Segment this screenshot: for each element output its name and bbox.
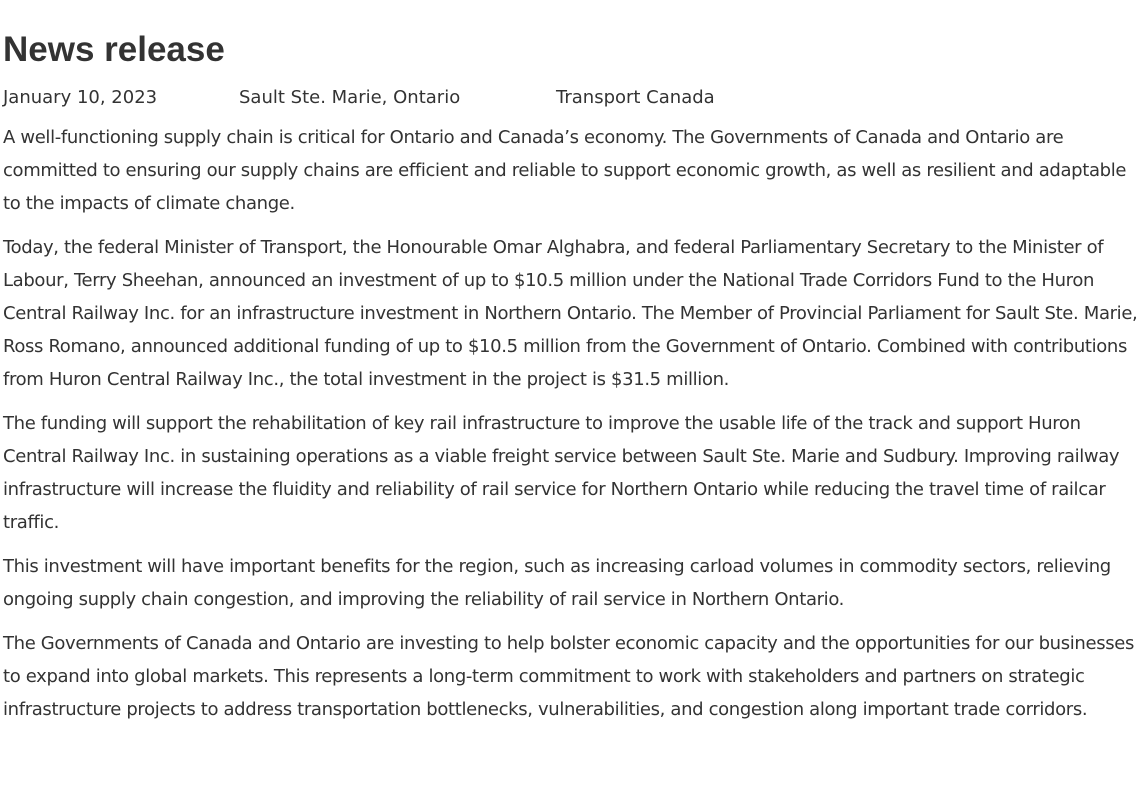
release-body bbox=[3, 121, 1143, 726]
body-paragraph-3: The funding will support the rehabilitation of key rail infrastructure to improve the usable life of the track and support Huron Central Railway Inc. in sustaining operations as a viable freight service between Sault Ste. Marie and Sudbury. Improving railway infrastructure will increase the fluidity and reliability of rail service for Northern Ontario while reducing the travel time of railcar traffic. bbox=[3, 413, 1120, 533]
body-paragraph-1: A well-functioning supply chain is critical for Ontario and Canada’s economy. The Governments of Canada and Ontario are committed to ensuring our supply chains are efficient and reliable to support economic growth, as well as resilient and adaptable to the impacts of climate change. bbox=[3, 127, 1127, 214]
release-date: January 10, 2023 bbox=[3, 87, 158, 108]
release-department: Transport Canada bbox=[556, 87, 715, 108]
news-release-page bbox=[3, 0, 1143, 737]
body-paragraph-5: The Governments of Canada and Ontario are investing to help bolster economic capacity and the opportunities for our businesses to expand into global markets. This represents a long-term commitment to work with stakeholders and partners on strategic infrastructure projects to address transportation bottlenecks, vulnerabilities, and congestion along important trade corridors. bbox=[3, 633, 1134, 720]
release-location: Sault Ste. Marie, Ontario bbox=[239, 87, 461, 108]
release-metadata bbox=[3, 85, 1143, 111]
body-paragraph-2: Today, the federal Minister of Transport, the Honourable Omar Alghabra, and federal Parliamentary Secretary to the Minister of Labour, Terry Sheehan, announced an investment of up to $10.5 million under the National Trade Corridors Fund to the Huron Central Railway Inc. for an infrastructure investment in Northern Ontario. The Member of Provincial Parliament for Sault Ste. Marie, Ross Romano, announced additional funding of up to $10.5 million from the Government of Ontario. Combined with contributions from Huron Central Railway Inc., the total investment in the project is $31.5 million. bbox=[3, 237, 1138, 390]
page-title: News release bbox=[3, 30, 225, 69]
body-paragraph-4: This investment will have important benefits for the region, such as increasing carload volumes in commodity sectors, relieving ongoing supply chain congestion, and improving the reliability of rail service in Northern Ontario. bbox=[3, 556, 1111, 610]
